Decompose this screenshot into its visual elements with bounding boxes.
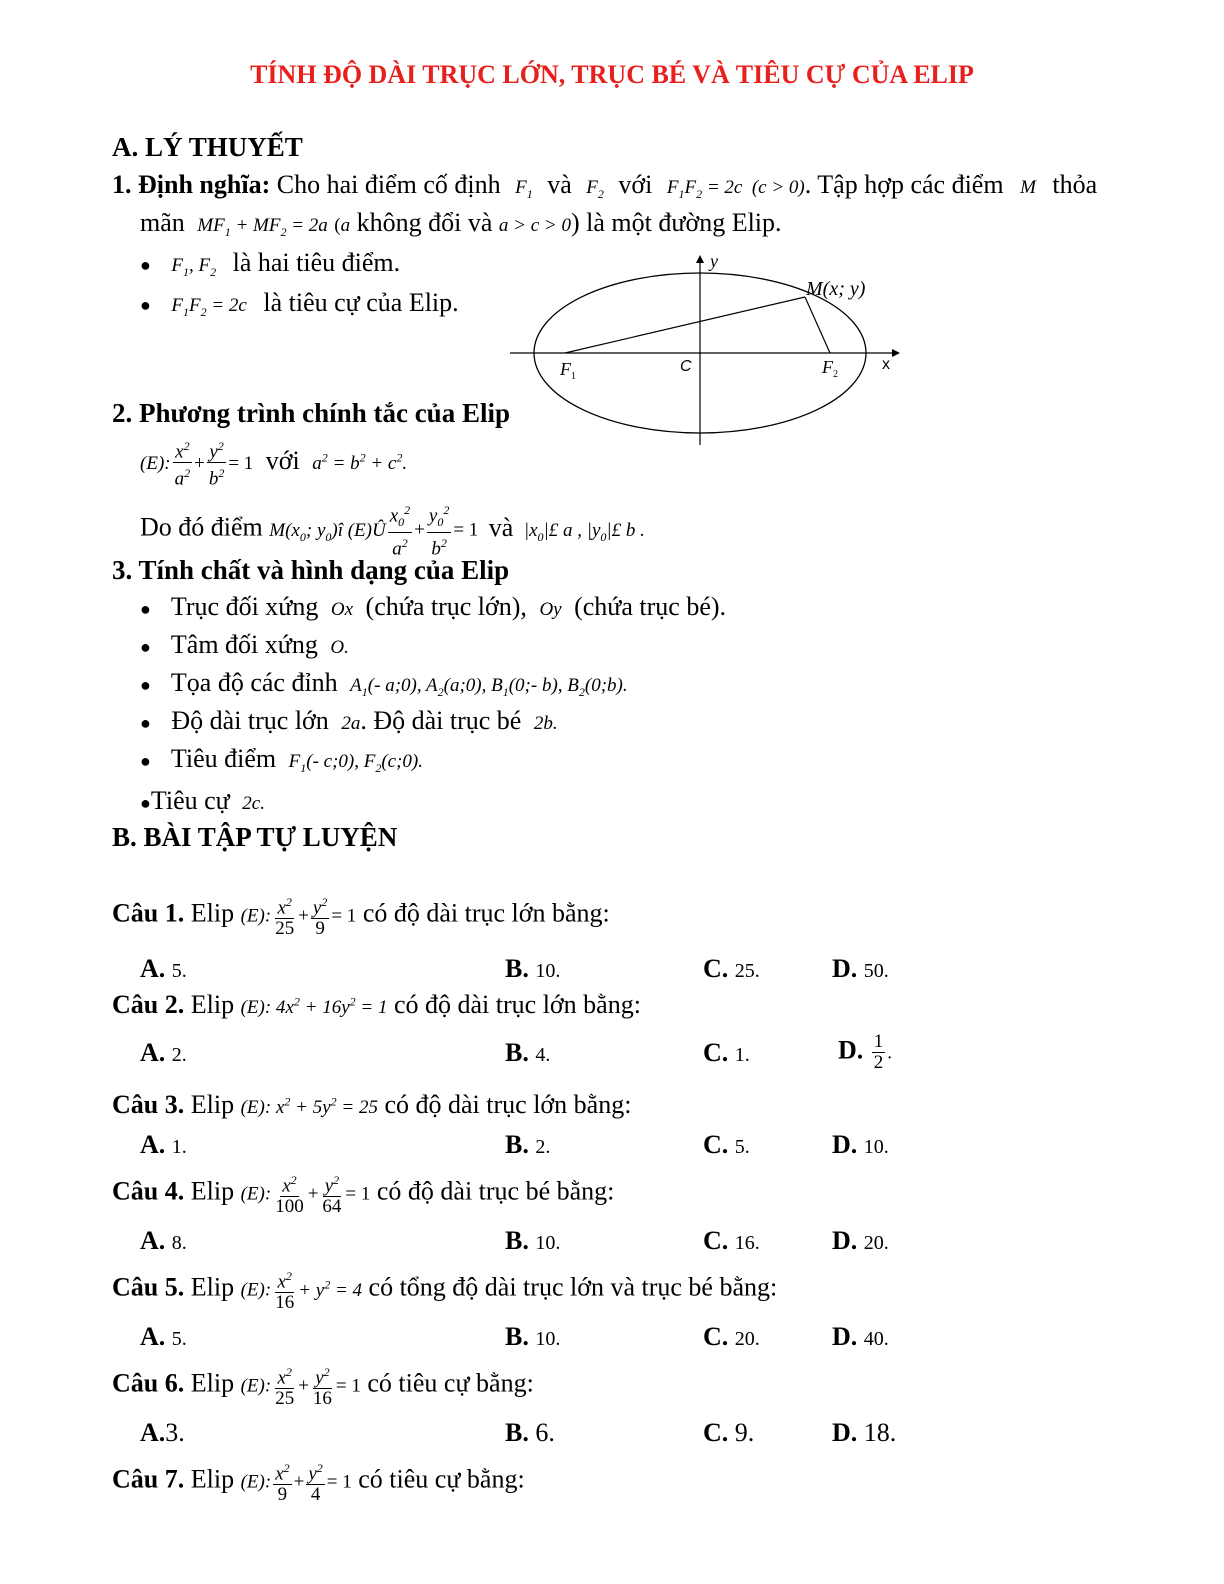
question-label: Câu 1.	[112, 898, 185, 928]
q5-option-b[interactable]	[505, 1322, 560, 1352]
q2-option-a[interactable]	[140, 1038, 187, 1068]
option-letter: A.	[140, 1322, 166, 1351]
property-focal-length: ●Tiêu cự 2c.	[140, 786, 265, 815]
option-value: 5.	[734, 1136, 750, 1158]
question-prefix: Elip	[190, 1176, 235, 1206]
option-letter: B.	[505, 1322, 529, 1351]
page-title: TÍNH ĐỘ DÀI TRỤC LỚN, TRỤC BÉ VÀ TIÊU CỰ CỦA ELIP	[250, 60, 974, 89]
property-minor-text: (chứa trục bé).	[574, 592, 727, 621]
property-foci	[140, 744, 423, 776]
math-bounds: $|x_0|£$ a , $|y_0|£$ b .	[523, 519, 645, 544]
property-vertices-text: Tọa độ các đỉnh	[170, 668, 338, 697]
equation-with: với	[265, 445, 300, 475]
property-center	[140, 630, 349, 660]
option-letter: B.	[505, 1130, 529, 1159]
definition-thoa: thỏa	[1052, 170, 1098, 199]
q1-option-a[interactable]	[140, 954, 187, 984]
definition-and: và	[547, 170, 572, 199]
q4-option-a[interactable]	[140, 1226, 187, 1256]
question-5: Câu 5. Elip (E): $\frac{x^2}{16}$ + $y^2 = 4$ có tổng độ dài trục lớn và trục bé bằng:	[112, 1266, 777, 1313]
option-value: 10.	[535, 960, 561, 982]
property-center-text: Tâm đối xứng	[170, 630, 318, 659]
question-label: Câu 3.	[112, 1090, 185, 1119]
option-value: 5.	[171, 1328, 187, 1350]
question-label: Câu 7.	[112, 1464, 185, 1494]
option-value: 1.	[171, 1136, 187, 1158]
math-q3-equation: (E): $x^2 + 5y^2 = 25$	[240, 1094, 378, 1118]
option-letter: B.	[505, 954, 529, 983]
option-letter: A.	[140, 1226, 166, 1255]
math-f1f2-2c: $F_1F_2 = 2c$ (c > 0)	[666, 177, 805, 201]
option-value: 16.	[734, 1232, 760, 1254]
option-letter: D.	[832, 1130, 858, 1159]
option-value: 10.	[863, 1136, 889, 1158]
definition-line-1	[112, 170, 1097, 202]
properties-heading: 3. Tính chất và hình dạng của Elip	[112, 555, 510, 585]
definition-text-2: . Tập hợp các điểm	[804, 170, 1004, 199]
property-symmetry-axes	[140, 592, 726, 622]
q2-option-c[interactable]	[703, 1038, 750, 1068]
bullet-foci	[140, 248, 400, 280]
f1-label: F	[560, 359, 571, 379]
q4-option-c[interactable]	[703, 1226, 760, 1256]
math-a-gt-c: a > c > 0	[498, 215, 571, 236]
definition-text-4: ) là một đường Elip.	[570, 208, 782, 237]
question-label: Câu 4.	[112, 1176, 185, 1206]
option-letter: D.	[838, 1035, 864, 1065]
option-letter: A.	[140, 1130, 166, 1159]
question-suffix: có độ dài trục lớn bằng:	[362, 898, 610, 928]
option-value: 4.	[535, 1044, 551, 1066]
q4-option-d[interactable]	[832, 1226, 889, 1256]
q3-option-b[interactable]	[505, 1130, 550, 1160]
math-m: M	[1020, 177, 1036, 198]
option-letter: A.	[140, 1418, 166, 1447]
math-o: O.	[330, 637, 349, 658]
x-axis-label: x	[882, 356, 890, 373]
question-prefix: Elip	[190, 990, 235, 1019]
option-letter: D.	[832, 1322, 858, 1351]
option-value: 10.	[535, 1232, 561, 1254]
option-letter: B.	[505, 1038, 529, 1067]
option-letter: C.	[703, 1322, 729, 1351]
q5-option-d[interactable]	[832, 1322, 889, 1352]
q2-option-d[interactable]: D. $\frac{1}{2}$ .	[838, 1031, 893, 1073]
section-a-heading: A. LÝ THUYẾT	[112, 132, 303, 162]
option-letter: C.	[703, 1418, 729, 1447]
question-prefix: Elip	[190, 1464, 235, 1494]
math-q6-equation: (E):	[240, 1375, 272, 1397]
m-point-label: M(x; y)	[806, 278, 866, 300]
option-value: 8.	[171, 1232, 187, 1254]
question-suffix: có tiêu cự bằng:	[367, 1368, 534, 1398]
option-value: 2.	[171, 1044, 187, 1066]
option-letter: B.	[505, 1418, 529, 1447]
option-letter: D.	[832, 1226, 858, 1255]
definition-label: 1. Định nghĩa:	[112, 170, 271, 199]
canonical-equation: (E): $\frac{x^2}{a^2}$ + $\frac{y^2}{b^2}$ = 1 với $a^2 = b^2 + c^2$.	[140, 436, 407, 490]
property-foci-text: Tiêu điểm	[170, 744, 277, 773]
math-point-condition: $M(x_0$; $y_0)î$ (E)Û	[269, 519, 386, 544]
q5-option-a[interactable]	[140, 1322, 187, 1352]
question-6: Câu 6. Elip (E): $\frac{x^2}{25}$ + $\frac{y^2}{16}$ = 1 có tiêu cự bằng:	[112, 1362, 534, 1409]
q5-option-c[interactable]	[703, 1322, 760, 1352]
definition-text-1: Cho hai điểm cố định	[276, 170, 501, 199]
math-oy: Oy	[539, 599, 562, 620]
option-letter: D.	[832, 1418, 858, 1447]
option-letter: A.	[140, 954, 166, 983]
x-axis-arrow	[892, 349, 900, 357]
question-1: Câu 1. Elip (E): $\frac{x^2}{25}$ + $\frac{y^2}{9}$ = 1 có độ dài trục lớn bằng:	[112, 892, 610, 939]
math-foci-coords: $F_1(-$ c;0), $F_2(c;0)$.	[288, 751, 424, 775]
math-q1-equation: (E):	[240, 905, 272, 927]
segment-m-f2	[805, 297, 830, 353]
y-axis-arrow	[696, 255, 704, 263]
question-suffix: có tổng độ dài trục lớn và trục bé bằng:	[368, 1272, 778, 1302]
math-q5-equation: (E):	[240, 1279, 272, 1301]
option-letter: D.	[832, 954, 858, 983]
y-axis-label: y	[710, 251, 718, 271]
math-e-eq: (E):	[140, 452, 171, 474]
q1-option-b[interactable]	[505, 954, 560, 984]
center-label: C	[680, 358, 692, 375]
question-suffix: có độ dài trục bé bằng:	[376, 1176, 615, 1206]
q1-option-c[interactable]	[703, 954, 760, 984]
option-value: 50.	[863, 960, 889, 982]
math-2a: 2a	[341, 713, 361, 734]
math-f2: $F_2$	[586, 177, 604, 201]
point-condition-text: Do đó điểm	[140, 512, 263, 542]
math-2c: 2c.	[242, 793, 265, 814]
q2-option-b[interactable]	[505, 1038, 550, 1068]
option-value: 18.	[863, 1418, 897, 1447]
q3-option-c[interactable]	[703, 1130, 750, 1160]
question-suffix: có độ dài trục lớn bằng:	[384, 1090, 632, 1119]
q6-option-b[interactable]	[505, 1418, 555, 1448]
question-suffix: có tiêu cự bằng:	[358, 1464, 525, 1494]
question-suffix: có độ dài trục lớn bằng:	[393, 990, 641, 1019]
f2-subscript: 2	[833, 369, 838, 380]
option-letter: C.	[703, 1226, 729, 1255]
math-f1f2-eq: $F_1F_2 = 2c$	[171, 295, 247, 319]
option-value: 3.	[165, 1418, 185, 1447]
bullet-foci-text: là hai tiêu điểm.	[232, 248, 401, 277]
bullet-focal-length	[140, 288, 459, 320]
section-b-heading: B. BÀI TẬP TỰ LUYỆN	[112, 822, 398, 852]
option-value: 40.	[863, 1328, 889, 1350]
property-vertices	[140, 668, 628, 700]
canonical-equation-heading: 2. Phương trình chính tắc của Elip	[112, 398, 510, 428]
math-f1: $F_1$	[515, 177, 533, 201]
point-condition-line: Do đó điểm $M(x_0$; $y_0)î$ (E)Û $\frac{x_0^2}{a^2}$ + $\frac{y_0^2}{b^2}$ = 1 và $|x_0|£$ a , $|y_0|£$ b .	[140, 500, 645, 559]
q3-option-d[interactable]	[832, 1130, 889, 1160]
option-value: 9.	[734, 1418, 755, 1447]
option-value: 1.	[734, 1044, 750, 1066]
q6-option-d[interactable]	[832, 1418, 896, 1448]
definition-man: mãn	[140, 208, 185, 237]
property-axis-lengths	[140, 706, 558, 736]
option-value: 6.	[535, 1418, 555, 1447]
q6-option-a[interactable]	[140, 1418, 185, 1448]
option-value: 20.	[863, 1232, 889, 1254]
question-prefix: Elip	[190, 1090, 235, 1119]
question-2	[112, 990, 641, 1020]
math-2b: 2b.	[533, 713, 558, 734]
q3-option-a[interactable]	[140, 1130, 187, 1160]
question-label: Câu 6.	[112, 1368, 185, 1398]
math-abc-relation: $a^2 = b^2 + c^2$.	[312, 450, 408, 474]
question-label: Câu 2.	[112, 990, 185, 1019]
option-value: 5.	[171, 960, 187, 982]
property-minor-length-text: . Độ dài trục bé	[360, 706, 522, 735]
math-a: a	[340, 215, 351, 236]
question-3	[112, 1090, 631, 1120]
math-q4-equation: (E):	[240, 1183, 272, 1205]
option-value: 2.	[535, 1136, 551, 1158]
q6-option-c[interactable]	[703, 1418, 754, 1448]
question-4: Câu 4. Elip (E): $\frac{x^2}{100}$ + $\frac{y^2}{64}$ = 1 có độ dài trục bé bằng:	[112, 1170, 614, 1217]
math-ox: Ox	[330, 599, 354, 620]
math-q7-equation: (E):	[240, 1471, 272, 1493]
definition-line-2	[140, 208, 782, 240]
f2-label: F	[822, 357, 833, 377]
option-letter: C.	[703, 1038, 729, 1067]
option-value-half: $\frac{1}{2}$	[873, 1031, 884, 1073]
option-letter: A.	[140, 1038, 166, 1067]
option-value: 25.	[734, 960, 760, 982]
property-major-length-text: Độ dài trục lớn	[171, 706, 329, 735]
property-major-text: (chứa trục lớn),	[365, 592, 527, 621]
math-f1-f2: $F_1$, $F_2$	[171, 255, 217, 279]
segment-f1-m	[565, 297, 805, 353]
point-condition-and: và	[488, 512, 514, 542]
definition-with: với	[618, 170, 653, 199]
math-mf-sum: $MF_1 + MF_2 = 2a$	[197, 215, 328, 239]
ellipse-diagram	[500, 245, 910, 450]
question-prefix: Elip	[190, 1368, 235, 1398]
option-letter: B.	[505, 1226, 529, 1255]
question-7: Câu 7. Elip (E): $\frac{x^2}{9}$ + $\frac{y^2}{4}$ = 1 có tiêu cự bằng:	[112, 1458, 525, 1505]
question-label: Câu 5.	[112, 1272, 185, 1302]
bullet-focal-text: là tiêu cự của Elip.	[263, 288, 459, 317]
property-focal-text: Tiêu cự	[150, 786, 230, 815]
math-paren-a: (	[334, 215, 341, 236]
question-prefix: Elip	[190, 898, 235, 928]
option-letter: C.	[703, 954, 729, 983]
option-letter: C.	[703, 1130, 729, 1159]
definition-text-3: không đổi và	[356, 208, 493, 237]
property-symmetry-text: Trục đối xứng	[170, 592, 319, 621]
q1-option-d[interactable]	[832, 954, 889, 984]
math-vertices: $A_1(-$ a;0), $A_2(a;0)$, $B_1(0;-$ b), $B_2(0;b)$.	[350, 675, 628, 699]
question-prefix: Elip	[190, 1272, 235, 1302]
math-q2-equation: (E): $4x^2 + 16y^2 = 1$	[240, 994, 388, 1018]
option-value: 20.	[734, 1328, 760, 1350]
option-value: 10.	[535, 1328, 561, 1350]
q4-option-b[interactable]	[505, 1226, 560, 1256]
f1-subscript: 1	[571, 371, 576, 382]
